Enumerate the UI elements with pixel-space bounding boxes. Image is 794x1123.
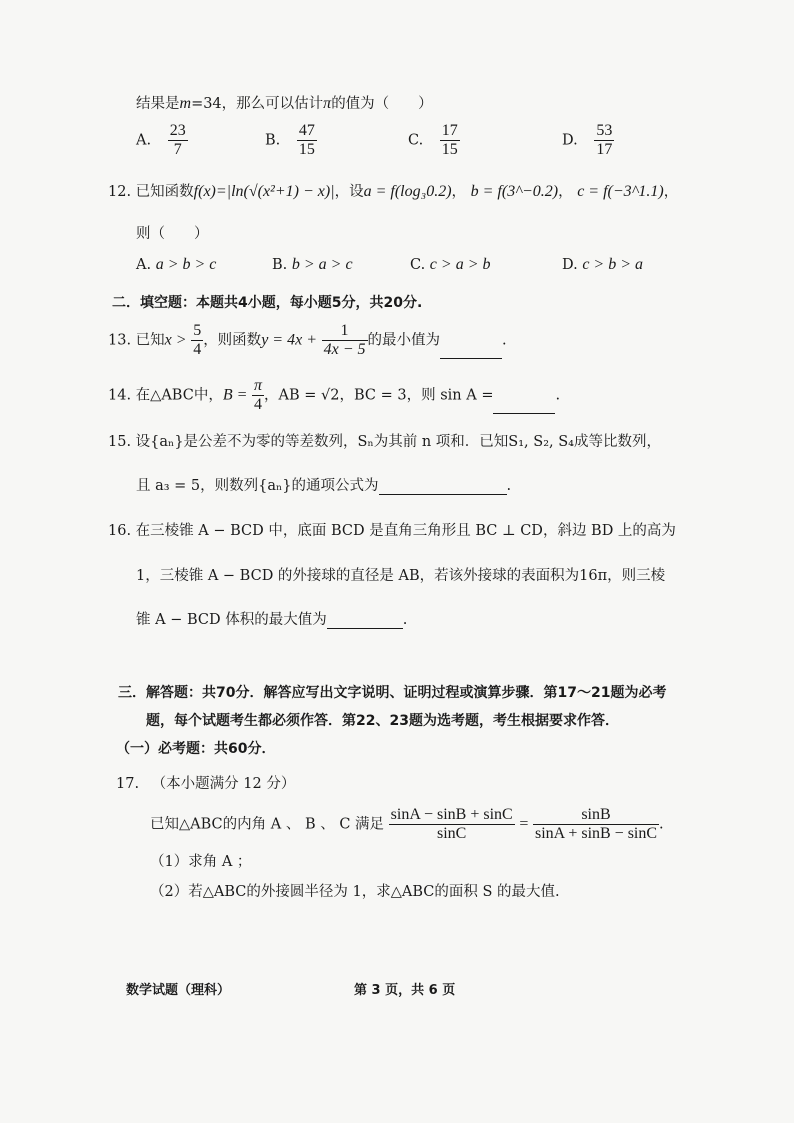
section-3-subtitle: （一）必考题：共60分． xyxy=(116,741,276,757)
option-letter: D. xyxy=(562,132,578,149)
q11-stem-eq: =34，那么可以估计 xyxy=(191,96,324,112)
section-2-title: 二．填空题：本题共4小题，每小题5分，共20分. xyxy=(112,295,423,311)
q11-stem-suffix: 的值为（ ） xyxy=(331,96,433,112)
q16-line3 xyxy=(136,608,407,629)
option-letter: A. xyxy=(136,132,152,149)
q17-part2: （2）若△ABC的外接圆半径为 1，求△ABC的面积 S 的最大值. xyxy=(150,884,560,900)
q16-line2: 1，三棱锥 A − BCD 的外接球的直径是 AB，若该外接球的表面积为16π，则三棱 xyxy=(136,568,666,584)
q12-option-b: B. b > a > c xyxy=(272,256,353,273)
answer-blank[interactable] xyxy=(327,614,403,629)
q12-option-c: C. c > a > b xyxy=(410,256,491,273)
q13-end: . xyxy=(502,332,507,349)
q13-func-fraction: $\frac{1}{4x - 5}$ xyxy=(323,322,366,358)
q13 xyxy=(108,322,507,359)
option-letter: C. xyxy=(408,132,424,149)
q11-stem-prefix: 结果是 xyxy=(136,96,180,112)
question-number: 17. xyxy=(116,776,140,792)
q13-func: y = 4x + xyxy=(261,331,317,349)
q14-ab: ，AB = √2，BC = 3，则 sin A = xyxy=(264,387,494,404)
footer-page-number: 第 3 页，共 6 页 xyxy=(354,983,456,998)
q17-end: . xyxy=(659,816,664,833)
q11-pi: π xyxy=(323,95,332,112)
section-3-line2: 题，每个试题考生都必须作答．第22、23题为选考题，考生根据要求作答． xyxy=(146,713,619,729)
question-number: 14. xyxy=(108,387,132,404)
q17-score: （本小题满分 12 分） xyxy=(151,776,296,792)
q14 xyxy=(108,377,560,414)
option-fraction: $\frac{23}{7}$ xyxy=(169,122,186,158)
q12-function: f(x)=|ln(√(x²+1) − x)| xyxy=(193,183,335,200)
q13-text-b: ，则函数 xyxy=(203,332,262,349)
q12-b-def: b = f(3^−0.2) xyxy=(470,183,559,200)
q17-lhs-fraction: $\frac{\sin A - \sin B + \sin C}{\sin C}$ xyxy=(390,806,513,842)
q14-b-fraction: $\frac{\pi}{4}$ xyxy=(254,377,263,413)
q16-line1 xyxy=(108,519,676,540)
q17-stem xyxy=(150,806,664,843)
q17-eq: = xyxy=(519,815,529,833)
question-number: 13. xyxy=(108,332,132,349)
q11-option-d xyxy=(562,122,614,159)
q12-option-a: A. a > b > c xyxy=(136,256,217,273)
q11-var-m: m xyxy=(179,95,192,112)
q15-line2 xyxy=(136,474,511,495)
answer-blank[interactable] xyxy=(379,480,507,495)
q12-c-def: c = f(−3^1.1) xyxy=(577,183,664,200)
q15-line2-text: 且 a₃ = 5，则数列{aₙ}的通项公式为 xyxy=(136,478,379,494)
answer-blank[interactable] xyxy=(493,399,555,414)
option-fraction: $\frac{53}{17}$ xyxy=(596,122,613,158)
q12-stem: 12. 已知函数f(x)=|ln(√(x²+1) − x)|，设a = f(log₃0.2)， b = f(3^−0.2)， c = f(−3^1.1)， xyxy=(108,183,679,200)
option-fraction: $\frac{17}{15}$ xyxy=(441,122,458,158)
question-number: 16. xyxy=(108,523,132,539)
q14-b-eq: B = xyxy=(222,386,248,404)
option-fraction: $\frac{47}{15}$ xyxy=(298,122,315,158)
q12-option-d: D. c > b > a xyxy=(562,256,644,273)
footer-subject: 数学试题（理科） xyxy=(126,983,231,998)
q16-line3-text: 锥 A − BCD 体积的最大值为 xyxy=(136,612,327,628)
question-number: 12. xyxy=(108,184,132,200)
section-3-line1: 三．解答题：共70分．解答应写出文字说明、证明过程或演算步骤．第17～21题为必考 xyxy=(118,685,667,701)
q11-stem xyxy=(136,92,433,113)
q13-text-c: 的最小值为 xyxy=(367,332,440,349)
q15-line1 xyxy=(108,430,661,451)
question-number: 15. xyxy=(108,434,132,450)
q12-then: 则（ ） xyxy=(136,226,209,242)
q13-cond: x > xyxy=(164,331,187,349)
q12-a-def: a = f(log₃0.2) xyxy=(363,183,452,200)
q15-end: . xyxy=(506,478,512,494)
q17-text-a: 已知△ABC的内角 A 、 B 、 C 满足 xyxy=(150,816,385,833)
q11-option-b xyxy=(265,122,317,159)
q17-part1: （1）求角 A ； xyxy=(150,854,252,870)
option-letter: B. xyxy=(265,132,281,149)
q16-line1-text: 在三棱锥 A − BCD 中，底面 BCD 是直角三角形且 BC ⊥ CD，斜边 BD 上的高为 xyxy=(135,523,676,539)
q16-end: . xyxy=(402,612,408,628)
q11-option-a xyxy=(136,122,188,159)
q13-text-a: 已知 xyxy=(135,332,165,349)
q17-rhs-fraction: $\frac{\sin B}{\sin A + \sin B - \sin C}$ xyxy=(534,806,658,842)
q12-text-a: 已知函数 xyxy=(135,184,194,200)
q17-header xyxy=(116,772,295,793)
q15-line1-text: 设{aₙ}是公差不为零的等差数列，Sₙ为其前 n 项和．已知S₁, S₂, S₄成等比数列， xyxy=(135,434,661,450)
answer-blank[interactable] xyxy=(440,344,502,359)
q13-cond-fraction: $\frac{5}{4}$ xyxy=(193,322,202,358)
q14-end: . xyxy=(555,387,561,404)
q14-text-a: 在△ABC中， xyxy=(135,387,223,404)
q12-text-b: ，设 xyxy=(334,184,364,200)
q11-option-c xyxy=(408,122,460,159)
